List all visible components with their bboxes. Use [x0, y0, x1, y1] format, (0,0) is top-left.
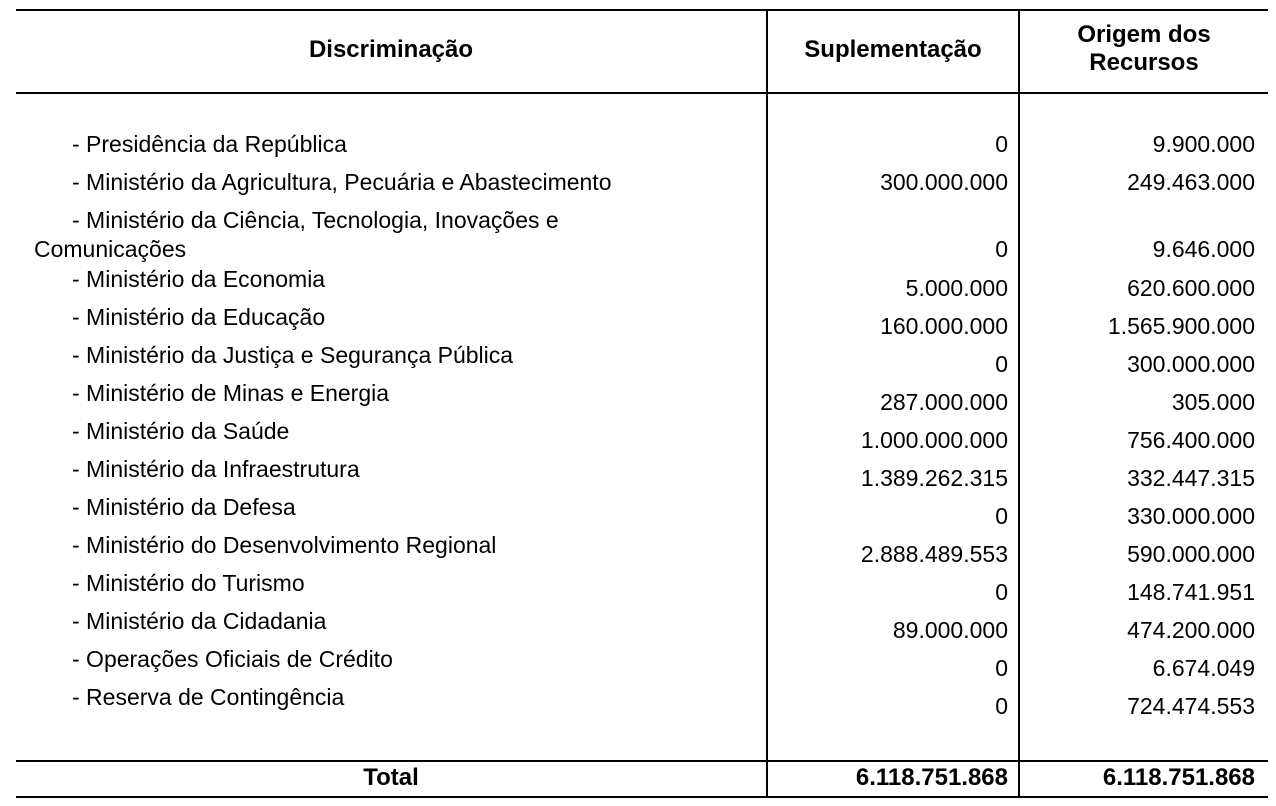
table-row — [0, 570, 1276, 605]
row-discriminacao: - Ministério do Desenvolvimento Regional — [72, 532, 497, 558]
row-discriminacao: - Ministério da Justiça e Segurança Pública — [72, 342, 514, 368]
row-suplementacao: 0 — [995, 579, 1008, 605]
row-origem: 305.000 — [1171, 389, 1255, 415]
row-suplementacao: 160.000.000 — [880, 313, 1008, 339]
row-suplementacao: 0 — [995, 236, 1008, 262]
total-origem: 6.118.751.868 — [1102, 764, 1255, 791]
row-suplementacao: 0 — [995, 693, 1008, 719]
table-row — [0, 494, 1276, 529]
row-origem: 148.741.951 — [1127, 579, 1255, 605]
total-row — [0, 764, 1276, 794]
total-top-rule — [16, 760, 1268, 762]
table-row — [0, 608, 1276, 643]
table-row — [0, 169, 1276, 199]
row-origem: 724.474.553 — [1127, 693, 1255, 719]
row-discriminacao: - Presidência da República — [72, 131, 347, 157]
row-origem: 330.000.000 — [1127, 503, 1255, 529]
row-discriminacao: - Ministério da Economia — [72, 266, 326, 292]
header-suplementacao: Suplementação — [804, 36, 982, 63]
row-suplementacao: 0 — [995, 655, 1008, 681]
table-row — [0, 646, 1276, 681]
row-discriminacao: - Operações Oficiais de Crédito — [72, 646, 393, 672]
row-suplementacao: 2.888.489.553 — [860, 541, 1008, 567]
row-origem: 9.646.000 — [1152, 236, 1255, 262]
row-suplementacao: 0 — [995, 131, 1008, 157]
table-row — [0, 418, 1276, 453]
table-row — [0, 304, 1276, 339]
row-suplementacao: 5.000.000 — [905, 275, 1008, 301]
row-origem: 6.674.049 — [1152, 655, 1255, 681]
row-origem: 300.000.000 — [1127, 351, 1255, 377]
row-suplementacao: 287.000.000 — [880, 389, 1008, 415]
header-origem-line1: Origem dos — [1077, 21, 1211, 48]
total-label: Total — [363, 764, 419, 791]
row-origem: 474.200.000 — [1127, 617, 1255, 643]
header-origem-line2: Recursos — [1089, 49, 1199, 76]
row-discriminacao: - Ministério da Agricultura, Pecuária e Abastecimento — [72, 169, 612, 195]
header-rule — [16, 92, 1268, 94]
row-discriminacao: - Ministério da Ciência, Tecnologia, Inovações e — [72, 207, 559, 233]
header-discriminacao: Discriminação — [308, 36, 474, 63]
row-discriminacao: - Reserva de Contingência — [72, 684, 345, 710]
row-origem: 9.900.000 — [1152, 131, 1255, 157]
table-row — [0, 684, 1276, 719]
row-origem: 249.463.000 — [1127, 169, 1255, 195]
row-origem: 332.447.315 — [1127, 465, 1255, 491]
table-row — [0, 380, 1276, 415]
row-suplementacao: 1.000.000.000 — [860, 427, 1008, 453]
row-discriminacao-continued: Comunicações — [34, 236, 187, 262]
row-suplementacao: 1.389.262.315 — [860, 465, 1008, 491]
table-row — [0, 532, 1276, 567]
row-origem: 590.000.000 — [1127, 541, 1255, 567]
row-origem: 620.600.000 — [1127, 275, 1255, 301]
row-discriminacao: - Ministério da Defesa — [72, 494, 296, 520]
row-discriminacao: - Ministério da Saúde — [72, 418, 290, 444]
bottom-rule — [16, 796, 1268, 798]
table-row — [0, 266, 1276, 301]
top-rule — [16, 9, 1268, 11]
row-suplementacao: 300.000.000 — [880, 169, 1008, 195]
row-origem: 756.400.000 — [1127, 427, 1255, 453]
row-suplementacao: 0 — [995, 351, 1008, 377]
table-row — [0, 207, 1276, 262]
row-suplementacao: 0 — [995, 503, 1008, 529]
row-discriminacao: - Ministério da Cidadania — [72, 608, 327, 634]
total-suplementacao: 6.118.751.868 — [855, 764, 1008, 791]
table-row — [0, 456, 1276, 491]
row-discriminacao: - Ministério da Infraestrutura — [72, 456, 360, 482]
table-row — [0, 342, 1276, 377]
row-discriminacao: - Ministério da Educação — [72, 304, 326, 330]
row-discriminacao: - Ministério do Turismo — [72, 570, 305, 596]
row-discriminacao: - Ministério de Minas e Energia — [72, 380, 390, 406]
table-row — [0, 131, 1276, 161]
header-origem — [1020, 21, 1268, 77]
row-suplementacao: 89.000.000 — [892, 617, 1008, 643]
row-origem: 1.565.900.000 — [1107, 313, 1255, 339]
